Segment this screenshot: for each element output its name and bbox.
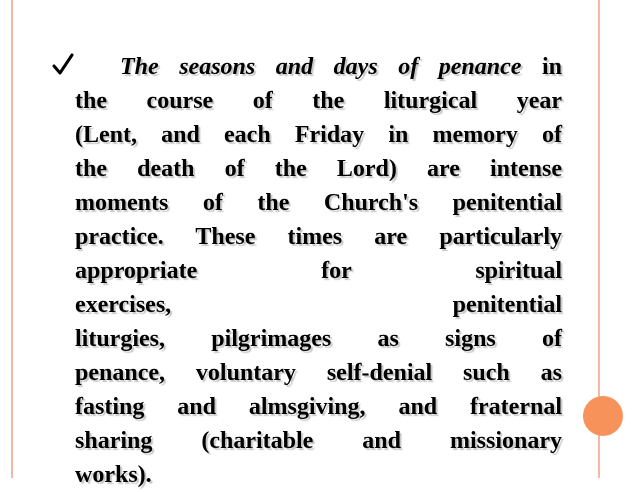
- slide-body-text: [75, 50, 562, 492]
- text-line: sharing (charitable and missionary: [75, 428, 562, 454]
- text-line: fasting and almsgiving, and fraternal: [75, 394, 562, 420]
- emphasis-text: The seasons and days of penance: [120, 54, 522, 80]
- text-line: (Lent, and each Friday in memory of: [75, 122, 562, 148]
- decorative-circle: [583, 396, 623, 436]
- text-line: moments of the Church's penitential: [75, 190, 562, 216]
- text-line: penance, voluntary self-denial such as: [75, 360, 562, 386]
- text-line: appropriate for spiritual: [75, 258, 562, 284]
- text-line: practice. These times are particularly: [75, 224, 562, 250]
- checkmark-icon: [52, 52, 74, 78]
- text-line: works).: [75, 462, 152, 488]
- text-line: exercises, penitential: [75, 292, 562, 318]
- text-line: liturgies, pilgrimages as signs of: [75, 326, 562, 352]
- text-line: the death of the Lord) are intense: [75, 156, 562, 182]
- text-line: The seasons and days of penance in: [120, 54, 563, 80]
- text-line: the course of the liturgical year: [75, 88, 562, 114]
